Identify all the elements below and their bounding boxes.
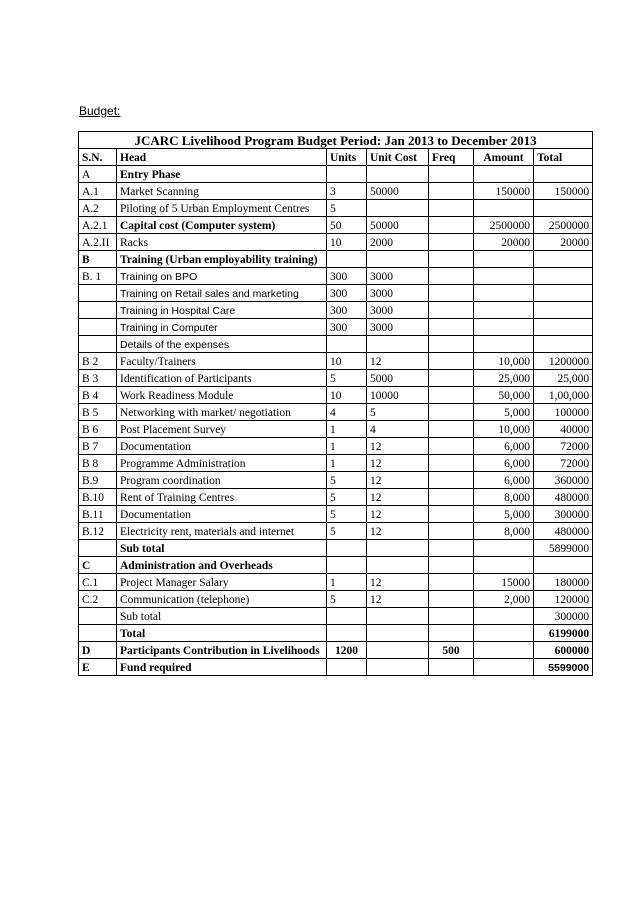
cell-amount: 5,000 [474, 506, 534, 523]
cell-units: 10 [327, 387, 367, 404]
cell-amount: 15000 [474, 574, 534, 591]
cell-amount: 8,000 [474, 523, 534, 540]
cell-sn: C.2 [79, 591, 117, 608]
table-title-row [79, 132, 593, 149]
cell-amount: 150000 [474, 183, 534, 200]
table-row [79, 336, 593, 353]
cell-total: 20000 [534, 234, 593, 251]
cell-units: 5 [327, 472, 367, 489]
cell-amount [474, 319, 534, 336]
cell-units: 5 [327, 523, 367, 540]
cell-amount [474, 659, 534, 676]
cell-total [534, 557, 593, 574]
cell-head: Fund required [117, 659, 327, 676]
cell-unit-cost: 12 [367, 523, 429, 540]
cell-total: 480000 [534, 489, 593, 506]
cell-total: 6199000 [534, 625, 593, 642]
cell-head: Programme Administration [117, 455, 327, 472]
header-total: Total [534, 149, 593, 166]
cell-unit-cost: 3000 [367, 268, 429, 285]
cell-freq [429, 251, 474, 268]
cell-units: 1 [327, 455, 367, 472]
header-unit-cost: Unit Cost [367, 149, 429, 166]
cell-total: 2500000 [534, 217, 593, 234]
cell-freq [429, 353, 474, 370]
cell-head: Electricity rent, materials and internet [117, 523, 327, 540]
cell-sn: B. 1 [79, 268, 117, 285]
cell-sn: A.2 [79, 200, 117, 217]
cell-sn [79, 319, 117, 336]
cell-sn: D [79, 642, 117, 659]
header-head: Head [117, 149, 327, 166]
cell-sn: B.9 [79, 472, 117, 489]
table-row [79, 472, 593, 489]
cell-units: 5 [327, 370, 367, 387]
cell-units: 300 [327, 319, 367, 336]
cell-unit-cost: 12 [367, 591, 429, 608]
cell-head: Racks [117, 234, 327, 251]
cell-unit-cost [367, 625, 429, 642]
cell-head: Post Placement Survey [117, 421, 327, 438]
cell-total: 25,000 [534, 370, 593, 387]
table-row [79, 370, 593, 387]
table-row [79, 319, 593, 336]
cell-total [534, 319, 593, 336]
cell-amount: 10,000 [474, 353, 534, 370]
cell-freq [429, 166, 474, 183]
table-row [79, 540, 593, 557]
table-row [79, 353, 593, 370]
table-row [79, 217, 593, 234]
cell-amount: 20000 [474, 234, 534, 251]
table-row [79, 642, 593, 659]
cell-amount: 6,000 [474, 472, 534, 489]
cell-freq [429, 387, 474, 404]
cell-freq [429, 489, 474, 506]
cell-freq [429, 234, 474, 251]
cell-units [327, 557, 367, 574]
cell-sn [79, 285, 117, 302]
table-title: JCARC Livelihood Program Budget Period: Jan 2013 to December 2013 [79, 132, 593, 149]
table-row [79, 183, 593, 200]
cell-unit-cost: 10000 [367, 387, 429, 404]
cell-amount: 5,000 [474, 404, 534, 421]
table-row [79, 234, 593, 251]
cell-head: Details of the expenses [117, 336, 327, 353]
cell-units: 5 [327, 489, 367, 506]
cell-head: Rent of Training Centres [117, 489, 327, 506]
cell-head: Sub total [117, 608, 327, 625]
cell-head: Training (Urban employability training) [117, 251, 327, 268]
cell-unit-cost: 12 [367, 353, 429, 370]
table-row [79, 506, 593, 523]
table-row [79, 166, 593, 183]
cell-freq [429, 438, 474, 455]
cell-amount: 25,000 [474, 370, 534, 387]
cell-amount [474, 268, 534, 285]
cell-units: 300 [327, 285, 367, 302]
table-row [79, 489, 593, 506]
cell-freq [429, 404, 474, 421]
cell-head: Training in Hospital Care [117, 302, 327, 319]
cell-sn [79, 625, 117, 642]
cell-total [534, 200, 593, 217]
table-row [79, 251, 593, 268]
cell-units: 1 [327, 574, 367, 591]
cell-unit-cost: 12 [367, 455, 429, 472]
cell-total: 5899000 [534, 540, 593, 557]
cell-unit-cost: 2000 [367, 234, 429, 251]
cell-total: 72000 [534, 455, 593, 472]
cell-head: Project Manager Salary [117, 574, 327, 591]
cell-units [327, 659, 367, 676]
cell-freq [429, 370, 474, 387]
cell-total [534, 302, 593, 319]
cell-units: 1 [327, 421, 367, 438]
table-row [79, 608, 593, 625]
cell-unit-cost: 4 [367, 421, 429, 438]
cell-units [327, 625, 367, 642]
cell-sn: B [79, 251, 117, 268]
cell-total: 480000 [534, 523, 593, 540]
cell-sn: A.2.1 [79, 217, 117, 234]
cell-sn: A [79, 166, 117, 183]
cell-amount [474, 302, 534, 319]
cell-total: 360000 [534, 472, 593, 489]
cell-units: 10 [327, 234, 367, 251]
cell-freq: 500 [429, 642, 474, 659]
cell-amount: 8,000 [474, 489, 534, 506]
cell-freq [429, 268, 474, 285]
cell-sn [79, 302, 117, 319]
cell-head: Administration and Overheads [117, 557, 327, 574]
header-units: Units [327, 149, 367, 166]
cell-amount [474, 285, 534, 302]
cell-amount [474, 625, 534, 642]
cell-sn: C [79, 557, 117, 574]
cell-head: Work Readiness Module [117, 387, 327, 404]
header-amount: Amount [474, 149, 534, 166]
budget-label: Budget: [79, 104, 121, 118]
cell-total [534, 251, 593, 268]
cell-units: 5 [327, 200, 367, 217]
cell-unit-cost [367, 659, 429, 676]
cell-head: Identification of Participants [117, 370, 327, 387]
cell-head: Documentation [117, 506, 327, 523]
cell-amount: 10,000 [474, 421, 534, 438]
cell-head: Market Scanning [117, 183, 327, 200]
cell-sn: C.1 [79, 574, 117, 591]
table-row [79, 387, 593, 404]
cell-head: Piloting of 5 Urban Employment Centres [117, 200, 327, 217]
cell-freq [429, 625, 474, 642]
table-row [79, 659, 593, 676]
cell-head: Training on BPO [117, 268, 327, 285]
cell-total: 120000 [534, 591, 593, 608]
cell-unit-cost [367, 336, 429, 353]
cell-amount [474, 642, 534, 659]
cell-head: Training in Computer [117, 319, 327, 336]
table-row [79, 557, 593, 574]
cell-total: 40000 [534, 421, 593, 438]
cell-units: 10 [327, 353, 367, 370]
cell-units: 5 [327, 591, 367, 608]
cell-amount [474, 251, 534, 268]
cell-total: 1,00,000 [534, 387, 593, 404]
cell-total: 600000 [534, 642, 593, 659]
cell-sn: B 8 [79, 455, 117, 472]
cell-head: Networking with market/ negotiation [117, 404, 327, 421]
cell-total: 1200000 [534, 353, 593, 370]
cell-sn: B.11 [79, 506, 117, 523]
cell-total [534, 166, 593, 183]
cell-amount [474, 336, 534, 353]
cell-freq [429, 200, 474, 217]
table-row [79, 302, 593, 319]
cell-units [327, 251, 367, 268]
cell-head: Participants Contribution in Livelihoods [117, 642, 327, 659]
cell-freq [429, 557, 474, 574]
cell-head: Documentation [117, 438, 327, 455]
cell-unit-cost: 12 [367, 489, 429, 506]
cell-freq [429, 319, 474, 336]
cell-units: 3 [327, 183, 367, 200]
table-row [79, 285, 593, 302]
cell-unit-cost: 3000 [367, 285, 429, 302]
cell-freq [429, 574, 474, 591]
cell-freq [429, 540, 474, 557]
cell-amount [474, 540, 534, 557]
header-sn: S.N. [79, 149, 117, 166]
table-row [79, 455, 593, 472]
table-row [79, 200, 593, 217]
cell-sn [79, 336, 117, 353]
cell-freq [429, 455, 474, 472]
cell-freq [429, 591, 474, 608]
cell-sn: A.2.II [79, 234, 117, 251]
cell-unit-cost [367, 540, 429, 557]
cell-freq [429, 336, 474, 353]
cell-units: 1200 [327, 642, 367, 659]
cell-units [327, 540, 367, 557]
cell-sn: B 5 [79, 404, 117, 421]
cell-total: 72000 [534, 438, 593, 455]
cell-freq [429, 217, 474, 234]
cell-total: 300000 [534, 506, 593, 523]
cell-head: Capital cost (Computer system) [117, 217, 327, 234]
cell-units [327, 608, 367, 625]
cell-amount: 6,000 [474, 438, 534, 455]
cell-sn [79, 540, 117, 557]
cell-amount [474, 557, 534, 574]
cell-sn: B 2 [79, 353, 117, 370]
cell-unit-cost [367, 166, 429, 183]
cell-unit-cost [367, 608, 429, 625]
cell-sn: B.10 [79, 489, 117, 506]
cell-units: 4 [327, 404, 367, 421]
table-row [79, 421, 593, 438]
cell-freq [429, 472, 474, 489]
cell-freq [429, 608, 474, 625]
cell-unit-cost: 12 [367, 574, 429, 591]
cell-unit-cost: 5000 [367, 370, 429, 387]
cell-amount [474, 166, 534, 183]
header-freq: Freq [429, 149, 474, 166]
cell-unit-cost: 5 [367, 404, 429, 421]
cell-amount [474, 608, 534, 625]
cell-sn: B 7 [79, 438, 117, 455]
cell-unit-cost: 50000 [367, 183, 429, 200]
cell-sn: B 6 [79, 421, 117, 438]
table-row [79, 438, 593, 455]
cell-total: 100000 [534, 404, 593, 421]
cell-total [534, 336, 593, 353]
cell-total [534, 285, 593, 302]
table-row [79, 404, 593, 421]
cell-head: Faculty/Trainers [117, 353, 327, 370]
cell-units: 50 [327, 217, 367, 234]
cell-unit-cost: 3000 [367, 319, 429, 336]
table-row [79, 574, 593, 591]
cell-sn [79, 608, 117, 625]
cell-head: Entry Phase [117, 166, 327, 183]
cell-amount: 50,000 [474, 387, 534, 404]
cell-head: Total [117, 625, 327, 642]
cell-freq [429, 506, 474, 523]
cell-total: 300000 [534, 608, 593, 625]
cell-amount: 2,000 [474, 591, 534, 608]
cell-freq [429, 523, 474, 540]
cell-freq [429, 659, 474, 676]
cell-total [534, 268, 593, 285]
cell-units: 300 [327, 268, 367, 285]
cell-unit-cost: 3000 [367, 302, 429, 319]
cell-amount: 6,000 [474, 455, 534, 472]
cell-total: 5599000 [534, 659, 593, 676]
cell-freq [429, 183, 474, 200]
table-row [79, 268, 593, 285]
cell-head: Program coordination [117, 472, 327, 489]
cell-unit-cost: 12 [367, 506, 429, 523]
table-row [79, 625, 593, 642]
cell-head: Training on Retail sales and marketing [117, 285, 327, 302]
cell-units [327, 166, 367, 183]
cell-sn: B.12 [79, 523, 117, 540]
table-header-row [79, 149, 593, 166]
table-row [79, 591, 593, 608]
cell-unit-cost [367, 557, 429, 574]
cell-sn: B 4 [79, 387, 117, 404]
cell-freq [429, 302, 474, 319]
cell-unit-cost: 12 [367, 472, 429, 489]
cell-units: 5 [327, 506, 367, 523]
cell-amount: 2500000 [474, 217, 534, 234]
cell-units: 300 [327, 302, 367, 319]
cell-amount [474, 200, 534, 217]
table-row [79, 523, 593, 540]
cell-head: Communication (telephone) [117, 591, 327, 608]
cell-head: Sub total [117, 540, 327, 557]
cell-unit-cost [367, 200, 429, 217]
cell-total: 180000 [534, 574, 593, 591]
cell-unit-cost: 50000 [367, 217, 429, 234]
cell-total: 150000 [534, 183, 593, 200]
cell-units [327, 336, 367, 353]
cell-units: 1 [327, 438, 367, 455]
cell-sn: A.1 [79, 183, 117, 200]
cell-freq [429, 421, 474, 438]
cell-unit-cost: 12 [367, 438, 429, 455]
cell-sn: B 3 [79, 370, 117, 387]
cell-freq [429, 285, 474, 302]
cell-sn: E [79, 659, 117, 676]
cell-unit-cost [367, 251, 429, 268]
budget-table [78, 131, 593, 676]
cell-unit-cost [367, 642, 429, 659]
